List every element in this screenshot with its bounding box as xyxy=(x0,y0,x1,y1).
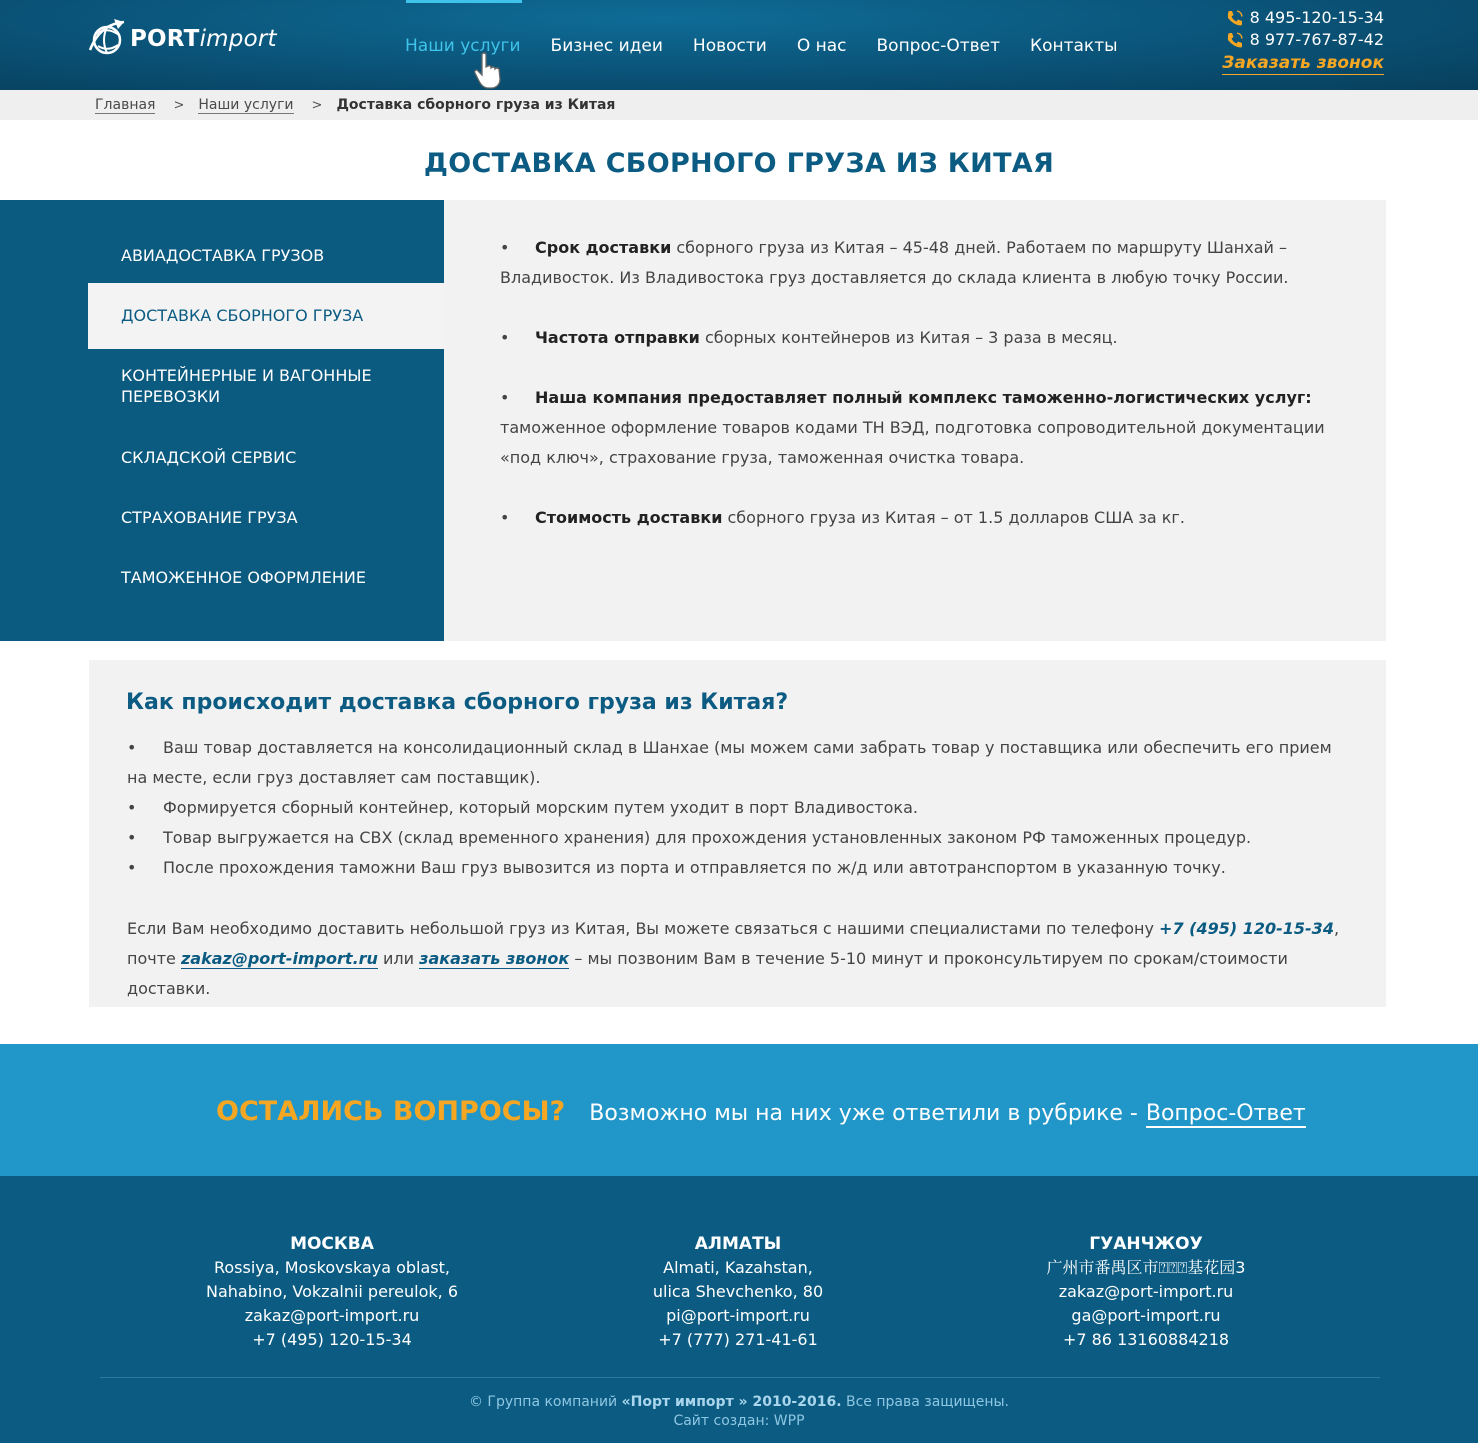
copyright: © Группа компаний «Порт импорт » 2010-2016. Все права защищены. Сайт создан: WPP xyxy=(0,1393,1478,1431)
nav-item-about[interactable]: О нас xyxy=(796,36,847,56)
bullet-icon: • xyxy=(127,858,137,877)
globe-logo-icon xyxy=(88,16,128,62)
office-address-line: 广州市番禺区市⍰⍰⍰基花园3 xyxy=(1046,1258,1246,1277)
phone-line-2[interactable]: 8 977-767-87-42 xyxy=(1222,29,1384,51)
note-phone-link[interactable]: +7 (495) 120-15-34 xyxy=(1159,919,1334,938)
bullet-icon: • xyxy=(500,328,510,347)
office-email[interactable]: pi@port-import.ru xyxy=(666,1306,810,1325)
office-address-line: Almati, Kazahstan, xyxy=(663,1258,813,1277)
logo-text: PORTimport xyxy=(130,26,277,52)
questions-title: ОСТАЛИСЬ ВОПРОСЫ? xyxy=(216,1096,566,1127)
bullet-icon: • xyxy=(500,508,510,527)
faq-link[interactable]: Вопрос-Ответ xyxy=(1145,1101,1306,1126)
phone-icon xyxy=(1226,31,1244,49)
list-item: • Срок доставки сборного груза из Китая – 45-48 дней. Работаем по маршруту Шанхай – Владивосток. Из Владивостока груз доставляется до склада клиента в любую точку России. xyxy=(500,233,1360,293)
bullet-icon: • xyxy=(127,738,137,757)
sidebar-item-container-transport[interactable]: КОНТЕЙНЕРНЫЕ И ВАГОННЫЕ ПЕРЕВОЗКИ xyxy=(121,366,372,406)
questions-banner xyxy=(0,1044,1478,1176)
office-moscow xyxy=(152,1232,512,1352)
created-by[interactable]: Сайт создан: WPP xyxy=(673,1413,805,1429)
hand-cursor-icon xyxy=(473,52,505,90)
sidebar-item-warehouse[interactable]: СКЛАДСКОЙ СЕРВИС xyxy=(121,448,297,467)
office-almaty xyxy=(558,1232,918,1352)
list-item: • Наша компания предоставляет полный комплекс таможенно-логистических услуг: таможенное оформление товаров кодами ТН ВЭД, подготовка сопроводительной документации «под ключ», страхование груза, таможенная очистка товара. xyxy=(500,383,1360,473)
office-email[interactable]: ga@port-import.ru xyxy=(1071,1306,1221,1325)
list-item: • Ваш товар доставляется на консолидационный склад в Шанхае (мы можем сами забрать товар у поставщика или обеспечить его прием на месте, если груз доставляет сам поставщик). xyxy=(127,733,1357,793)
nav-item-contacts[interactable]: Контакты xyxy=(1030,36,1118,56)
office-guangzhou xyxy=(966,1232,1326,1352)
phone-line-1[interactable]: 8 495-120-15-34 xyxy=(1222,7,1384,29)
office-address-line: ulica Shevchenko, 80 xyxy=(652,1282,824,1301)
list-item: • После прохождения таможни Ваш груз вывозится из порта и отправляется по ж/д или автотранспортом в указанную точку. xyxy=(127,853,1357,883)
sidebar-item-insurance[interactable]: СТРАХОВАНИЕ ГРУЗА xyxy=(121,508,298,527)
office-address-line: Nahabino, Vokzalnii pereulok, 6 xyxy=(205,1282,458,1301)
chevron-right-icon: > xyxy=(173,97,185,113)
bullet-icon: • xyxy=(500,238,510,257)
nav-item-services[interactable]: Наши услуги xyxy=(390,0,536,90)
bullet-icon: • xyxy=(127,798,137,817)
nav-item-faq[interactable]: Вопрос-Ответ xyxy=(876,36,1001,56)
note-email-link[interactable]: zakaz@port-import.ru xyxy=(180,949,378,968)
nav-item-business-ideas[interactable]: Бизнес идеи xyxy=(550,36,663,56)
list-item: • Формируется сборный контейнер, который морским путем уходит в порт Владивостока. xyxy=(127,793,1357,823)
phone-icon xyxy=(1226,9,1244,27)
sidebar-item-customs[interactable]: ТАМОЖЕННОЕ ОФОРМЛЕНИЕ xyxy=(121,568,366,587)
page-title: ДОСТАВКА СБОРНОГО ГРУЗА ИЗ КИТАЯ xyxy=(423,148,1055,179)
office-phone[interactable]: +7 (777) 271-41-61 xyxy=(658,1330,818,1349)
questions-text: Возможно мы на них уже ответили в рубрике - xyxy=(589,1101,1138,1126)
list-item: • Частота отправки сборных контейнеров из Китая – 3 раза в месяц. xyxy=(500,323,1360,353)
sidebar-item-air-delivery[interactable]: АВИАДОСТАВКА ГРУЗОВ xyxy=(121,246,325,265)
office-city: АЛМАТЫ xyxy=(694,1234,782,1254)
chevron-right-icon: > xyxy=(311,97,323,113)
office-email[interactable]: zakaz@port-import.ru xyxy=(244,1306,420,1325)
breadcrumb xyxy=(0,90,1478,120)
office-phone[interactable]: +7 (495) 120-15-34 xyxy=(252,1330,412,1349)
site-footer xyxy=(0,1176,1478,1443)
header-contacts xyxy=(1222,7,1384,75)
footer-divider xyxy=(100,1377,1380,1378)
service-details xyxy=(444,200,1386,641)
office-phone[interactable]: +7 86 13160884218 xyxy=(1062,1330,1230,1349)
sidebar-item-consolidated-cargo[interactable]: ДОСТАВКА СБОРНОГО ГРУЗА xyxy=(88,283,444,349)
how-it-works xyxy=(89,660,1386,1007)
bullet-icon: • xyxy=(500,388,510,407)
nav-item-news[interactable]: Новости xyxy=(692,36,767,56)
list-item: • Стоимость доставки сборного груза из Китая – от 1.5 долларов США за кг. xyxy=(500,503,1360,533)
office-city: ГУАНЧЖОУ xyxy=(1089,1234,1203,1254)
office-address-line: Rossiya, Moskovskaya oblast, xyxy=(213,1258,450,1277)
breadcrumb-current: Доставка сборного груза из Китая xyxy=(336,97,616,113)
breadcrumb-home[interactable]: Главная xyxy=(95,96,156,113)
logo[interactable] xyxy=(88,16,277,62)
office-city: МОСКВА xyxy=(290,1234,374,1254)
office-email[interactable]: zakaz@port-import.ru xyxy=(1058,1282,1234,1301)
list-item: • Товар выгружается на СВХ (склад временного хранения) для прохождения установленных законом РФ таможенных процедур. xyxy=(127,823,1357,853)
callback-link[interactable]: Заказать звонок xyxy=(1222,53,1384,73)
bullet-icon: • xyxy=(127,828,137,847)
site-header xyxy=(0,0,1478,90)
note-callback-link[interactable]: заказать звонок xyxy=(419,949,570,968)
how-title: Как происходит доставка сборного груза из Китая? xyxy=(126,690,789,715)
services-sidebar xyxy=(0,200,444,641)
breadcrumb-services[interactable]: Наши услуги xyxy=(198,96,294,113)
contact-note: Если Вам необходимо доставить небольшой груз из Китая, Вы можете связаться с нашими специалистами по телефону +7 (495) 120-15-34, почте zakaz@port-import.ru или заказать звонок – мы позвоним Вам в течение 5-10 минут и проконсультируем по срокам/стоимости доставки. xyxy=(127,919,1340,998)
